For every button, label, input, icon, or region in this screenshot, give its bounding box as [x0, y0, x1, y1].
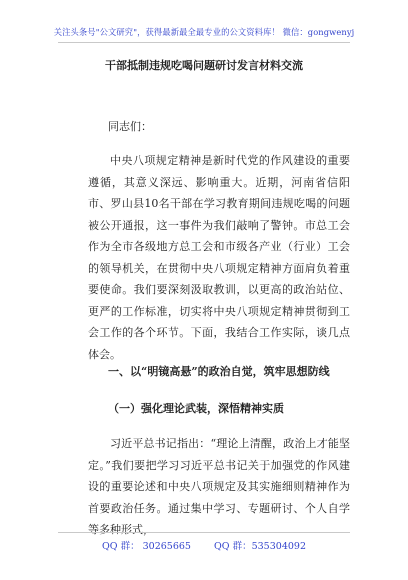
- header-divider: [58, 42, 350, 43]
- footer-divider: [58, 532, 350, 533]
- paragraph-intro: 中央八项规定精神是新时代党的作风建设的重要遵循，其意义深远、影响重大。近期，河南省信阳市、罗山县10名干部在学习教育期间违规吃喝的问题被公开通报，这一事件为我们敲响了警钟。市总工会作为全市各级地方总工会和市级各产业（行业）工会的领导机关，在贯彻中央八项规定精神方面肩负着重要使命。我们要深刻汲取教训，以更高的政治站位、更严的工作标准，切实将中央八项规定精神贯彻到工会工作的各个环节。下面，我结合工作实际，谈几点体会。: [88, 154, 350, 361]
- footer-contact: [0, 538, 408, 552]
- header-note: 关注头条号"公文研究"，获得最新最全最专业的公文资料库！ 微信：gongwenyj: [53, 27, 355, 37]
- salutation: 同志们：: [108, 120, 152, 133]
- qq-group-1: QQ 群： 30265665: [101, 541, 191, 552]
- section-heading: 一、以“明镜高悬”的政治自觉，筑牢思想防线: [108, 365, 330, 378]
- qq-group-2: QQ 群：535304092: [214, 541, 306, 552]
- paragraph-body: 习近平总书记指出：“理论上清醒，政治上才能坚定。”我们要把学习习近平总书记关于加强党的作风建设的重要论述和中央八项规定及其实施细则精神作为首要政治任务。通过集中学习、专题研讨、个人自学等多种形式，: [88, 437, 350, 536]
- subsection-heading: （一）强化理论武装，深悟精神实质: [108, 402, 284, 415]
- document-title: 干部抵制违规吃喝问题研讨发言材料交流: [105, 59, 303, 72]
